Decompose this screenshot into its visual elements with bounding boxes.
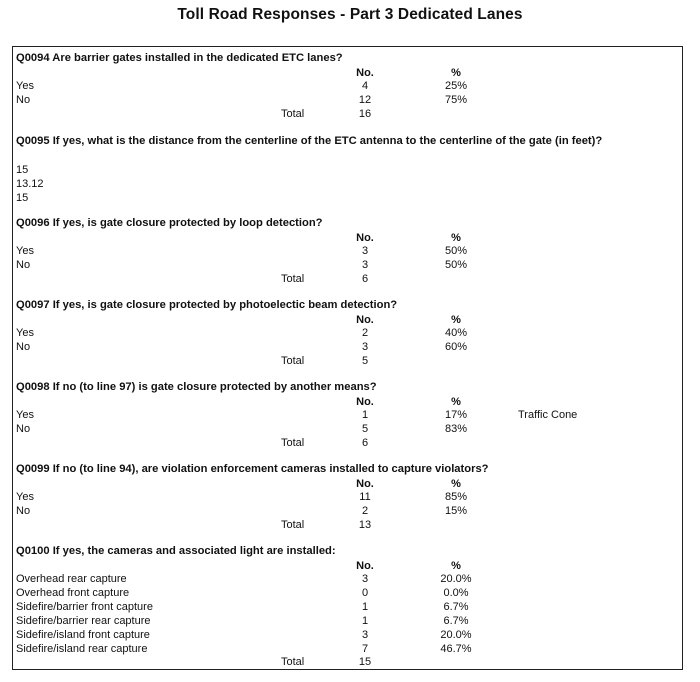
total-label: Total [281,355,305,367]
table-row [13,643,682,657]
row-label: Sidefire/island rear capture [16,643,148,655]
table-row [13,587,682,601]
column-header-row [13,67,682,81]
table-row [13,629,682,643]
answer-text: 13.12 [16,178,44,190]
no-header: No. [356,232,374,244]
table-row [13,601,682,615]
total-label: Total [281,108,305,120]
pct-header: % [451,232,461,244]
row-count: 7 [361,643,369,655]
row-percent: 50% [444,245,468,257]
row-count: 2 [361,327,369,339]
total-count: 6 [361,437,369,449]
table-row [13,491,682,505]
total-count: 6 [361,273,369,285]
no-header: No. [356,478,374,490]
row-count: 3 [361,341,369,353]
row-count: 0 [361,587,369,599]
row-percent: 85% [444,491,468,503]
row-percent: 6.7% [443,601,469,613]
column-header-row [13,478,682,492]
total-label: Total [281,437,305,449]
row-count: 3 [361,245,369,257]
table-row [13,573,682,587]
table-row [13,80,682,94]
pct-header: % [451,396,461,408]
total-row [13,273,682,287]
row-percent: 0.0% [443,587,469,599]
row-note: Traffic Cone [518,409,578,421]
no-header: No. [356,67,374,79]
row-label: Yes [16,327,34,339]
row-percent: 15% [444,505,468,517]
total-row [13,437,682,451]
total-label: Total [281,519,305,531]
total-label: Total [281,273,305,285]
table-row [13,259,682,273]
row-count: 3 [361,259,369,271]
table-row [13,505,682,519]
row-percent: 17% [444,409,468,421]
question-q0094: Q0094 Are barrier gates installed in the dedicated ETC lanes? [16,52,343,64]
row-label: Overhead rear capture [16,573,127,585]
row-count: 3 [361,573,369,585]
question-q0098: Q0098 If no (to line 97) is gate closure protected by another means? [16,381,377,393]
pct-header: % [451,560,461,572]
row-percent: 46.7% [440,643,472,655]
row-percent: 50% [444,259,468,271]
row-label: Sidefire/island front capture [16,629,150,641]
table-row [13,409,682,423]
page-title: Toll Road Responses - Part 3 Dedicated Lanes [177,6,523,23]
total-label: Total [281,656,305,668]
row-percent: 60% [444,341,468,353]
row-percent: 20.0% [440,629,472,641]
row-label: No [16,505,31,517]
row-label: Yes [16,409,34,421]
question-q0095: Q0095 If yes, what is the distance from the centerline of the ETC antenna to the centerline of the gate (in feet)? [16,135,603,147]
question-q0099: Q0099 If no (to line 94), are violation enforcement cameras installed to capture violators? [16,463,489,475]
answer-text: 15 [16,192,29,204]
total-row [13,355,682,369]
row-label: No [16,259,31,271]
row-label: Yes [16,491,34,503]
pct-header: % [451,314,461,326]
total-count: 16 [358,108,372,120]
row-percent: 83% [444,423,468,435]
row-label: No [16,94,31,106]
row-percent: 25% [444,80,468,92]
pct-header: % [451,67,461,79]
row-percent: 6.7% [443,615,469,627]
answer-text: 15 [16,164,29,176]
total-count: 5 [361,355,369,367]
row-percent: 40% [444,327,468,339]
pct-header: % [451,478,461,490]
row-count: 3 [361,629,369,641]
table-row [13,341,682,355]
row-count: 1 [361,601,369,613]
row-label: Sidefire/barrier front capture [16,601,153,613]
row-count: 1 [361,615,369,627]
row-count: 2 [361,505,369,517]
row-label: No [16,341,31,353]
no-header: No. [356,560,374,572]
total-row [13,108,682,122]
column-header-row [13,396,682,410]
total-row [13,656,682,670]
column-header-row [13,314,682,328]
row-label: Yes [16,80,34,92]
table-row [13,615,682,629]
row-label: Overhead front capture [16,587,130,599]
question-q0097: Q0097 If yes, is gate closure protected by photoelectic beam detection? [16,299,398,311]
question-q0096: Q0096 If yes, is gate closure protected by loop detection? [16,217,323,229]
row-percent: 20.0% [440,573,472,585]
question-q0100: Q0100 If yes, the cameras and associated light are installed: [16,545,336,557]
table-row [13,94,682,108]
total-row [13,519,682,533]
table-row [13,327,682,341]
row-count: 12 [358,94,372,106]
table-row [13,423,682,437]
row-label: No [16,423,31,435]
total-count: 15 [358,656,372,668]
total-count: 13 [358,519,372,531]
no-header: No. [356,396,374,408]
row-percent: 75% [444,94,468,106]
row-count: 11 [359,491,371,503]
responses-table [12,46,683,670]
row-label: Yes [16,245,34,257]
column-header-row [13,560,682,574]
row-label: Sidefire/barrier rear capture [16,615,151,627]
column-header-row [13,232,682,246]
row-count: 1 [361,409,369,421]
row-count: 5 [361,423,369,435]
no-header: No. [356,314,374,326]
row-count: 4 [361,80,369,92]
table-row [13,245,682,259]
